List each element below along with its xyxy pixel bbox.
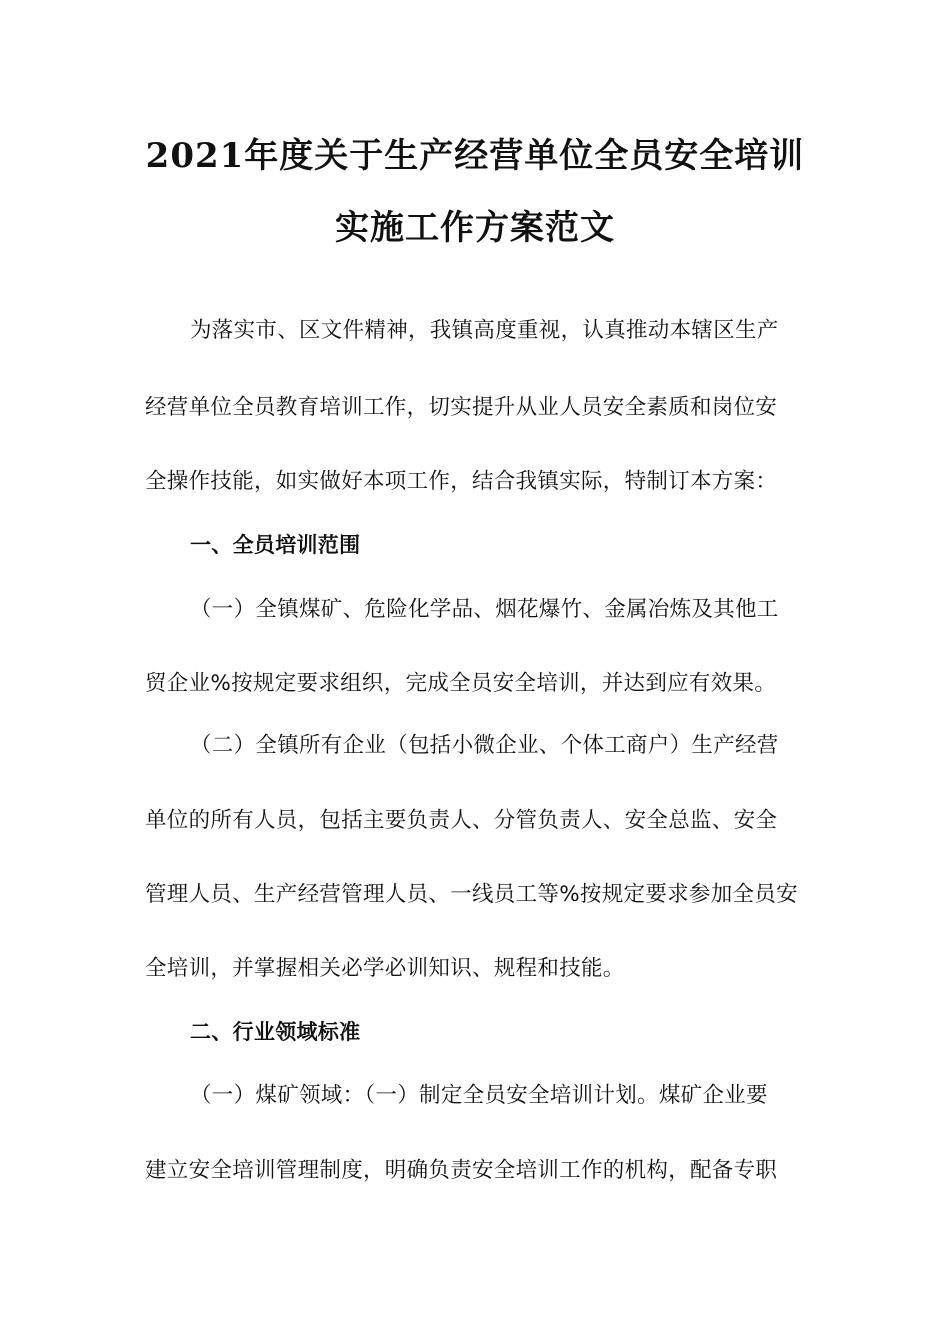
section1-item1-line: （一）全镇煤矿、危险化学品、烟花爆竹、金属冶炼及其他工 xyxy=(190,597,779,622)
document-title-line-1: 2021年度关于生产经营单位全员安全培训 xyxy=(145,136,805,176)
section2-item1-line: 建立安全培训管理制度，明确负责安全培训工作的机构，配备专职 xyxy=(145,1158,778,1183)
section2-item1-line: （一）煤矿领域：（一）制定全员安全培训计划。煤矿企业要 xyxy=(190,1083,768,1108)
intro-paragraph-line: 经营单位全员教育培训工作，切实提升从业人员安全素质和岗位安 xyxy=(145,395,778,420)
section-heading-1: 一、全员培训范围 xyxy=(190,533,361,557)
section1-item1-line: 贸企业%按规定要求组织，完成全员安全培训，并达到应有效果。 xyxy=(145,671,777,696)
document-title-line-2: 实施工作方案范文 xyxy=(335,208,615,248)
section1-item2-line: （二）全镇所有企业（包括小微企业、个体工商户）生产经营 xyxy=(190,733,779,758)
section-heading-2: 二、行业领域标准 xyxy=(190,1020,361,1044)
section1-item2-line: 管理人员、生产经营管理人员、一线员工等%按规定要求参加全员安 xyxy=(145,882,798,907)
section1-item2-line: 单位的所有人员，包括主要负责人、分管负责人、安全总监、安全 xyxy=(145,808,778,833)
intro-paragraph-line: 全操作技能，如实做好本项工作，结合我镇实际，特制订本方案： xyxy=(145,469,778,494)
intro-paragraph-line: 为落实市、区文件精神，我镇高度重视，认真推动本辖区生产 xyxy=(190,318,779,343)
section1-item2-line: 全培训，并掌握相关必学必训知识、规程和技能。 xyxy=(145,956,625,981)
